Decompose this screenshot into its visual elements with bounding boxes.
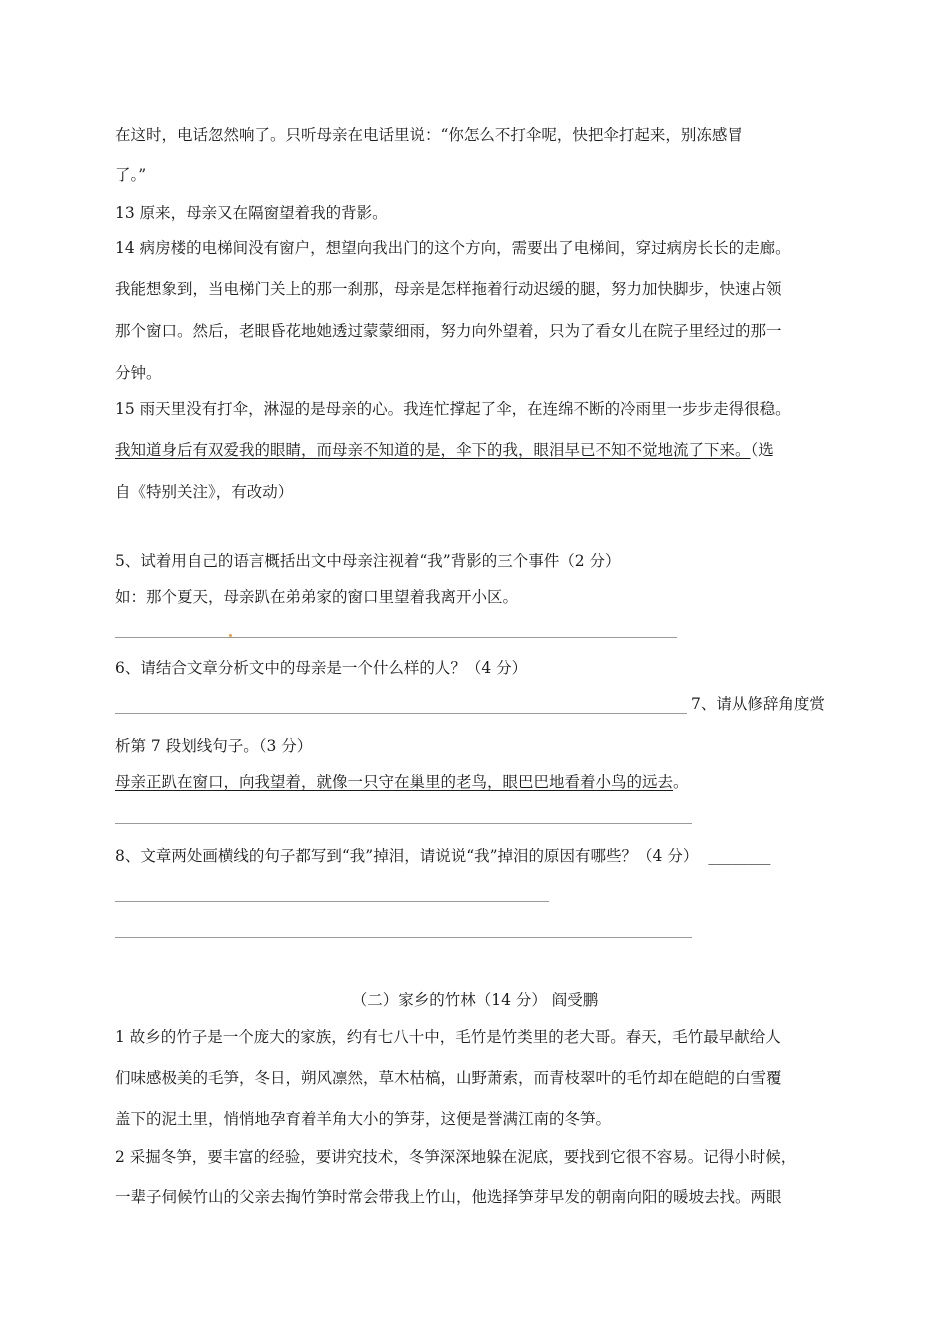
passage-2-paragraph-2-line-2: 一辈子伺候竹山的父亲去掏竹笋时常会带我上竹山，他选择笋芽早发的朝南向阳的暖坡去找。两眼 <box>115 1188 782 1206</box>
paragraph-15-line-3: 自《特别关注》，有改动） <box>115 483 294 501</box>
paragraph-12-line-1: 在这时，电话忽然响了。只听母亲在电话里说：“你怎么不打伞呢，快把伞打起来，别冻感冒 <box>115 126 743 144</box>
question-6: 6、请结合文章分析文中的母亲是一个什么样的人？（4 分） <box>115 659 528 677</box>
paragraph-12-line-2: 了。” <box>115 166 147 184</box>
section-2-title: （二）家乡的竹林（14 分） 阎受鹏 <box>351 991 599 1009</box>
paragraph-14-line-4: 分钟。 <box>115 364 162 382</box>
answer-line-q6 <box>115 713 687 714</box>
paragraph-15-line-2 <box>115 440 774 460</box>
sentence-period: 。 <box>673 773 689 791</box>
passage-2-paragraph-1-line-3: 盖下的泥土里，悄悄地孕育着羊角大小的笋芽，这便是誉满江南的冬笋。 <box>115 1110 612 1128</box>
passage-2-paragraph-1-line-2: 们味感极美的毛笋，冬日，朔风凛然，草木枯槁，山野萧索，而青枝翠叶的毛竹却在皑皑的白雪覆 <box>115 1069 782 1087</box>
marker-dot <box>229 634 232 637</box>
source-note-start: （选 <box>750 441 774 459</box>
question-8 <box>115 846 770 866</box>
paragraph-14-line-2: 我能想象到，当电梯门关上的那一刹那，母亲是怎样拖着行动迟缓的腿，努力加快脚步，快速占领 <box>115 280 782 298</box>
question-7-sentence <box>115 772 689 792</box>
underlined-sentence: 我知道身后有双爱我的眼睛，而母亲不知道的是，伞下的我，眼泪早已不知不觉地流了下来。 <box>115 441 751 459</box>
answer-line-q7 <box>115 823 692 824</box>
answer-line-q5 <box>115 637 677 638</box>
question-5-example: 如：那个夏天，母亲趴在弟弟家的窗口里望着我离开小区。 <box>115 588 519 606</box>
question-7-part-2: 析第 7 段划线句子。（3 分） <box>115 737 313 755</box>
answer-line-q8-1 <box>115 901 549 902</box>
underlined-rhetoric-sentence: 母亲正趴在窗口，向我望着，就像一只守在巢里的老鸟，眼巴巴地看着小鸟的远去 <box>115 773 674 791</box>
paragraph-13: 13 原来，母亲又在隔窗望着我的背影。 <box>115 204 388 222</box>
answer-blank-q8: ________ <box>708 847 771 865</box>
answer-line-q8-2 <box>115 937 692 938</box>
paragraph-15-line-1: 15 雨天里没有打伞，淋湿的是母亲的心。我连忙撑起了伞，在连绵不断的冷雨里一步步走得很稳。 <box>115 400 791 418</box>
paragraph-14-line-3: 那个窗口。然后，老眼昏花地她透过蒙蒙细雨，努力向外望着，只为了看女儿在院子里经过的那一 <box>115 322 782 340</box>
question-7-part-1: 7、请从修辞角度赏 <box>691 695 825 713</box>
question-8-text: 8、文章两处画横线的句子都写到“我”掉泪，请说说“我”掉泪的原因有哪些？（4 分） <box>115 847 699 865</box>
paragraph-14-line-1: 14 病房楼的电梯间没有窗户，想望向我出门的这个方向，需要出了电梯间，穿过病房长长的走廊。 <box>115 239 791 257</box>
passage-2-paragraph-2-line-1: 2 采掘冬笋，要丰富的经验，要讲究技术，冬笋深深地躲在泥底，要找到它很不容易。记得小时候， <box>115 1148 797 1166</box>
passage-2-paragraph-1-line-1: 1 故乡的竹子是一个庞大的家族，约有七八十中，毛竹是竹类里的老大哥。春天，毛竹最早献给人 <box>115 1028 781 1046</box>
question-5: 5、试着用自己的语言概括出文中母亲注视着“我”背影的三个事件（2 分） <box>115 552 621 570</box>
